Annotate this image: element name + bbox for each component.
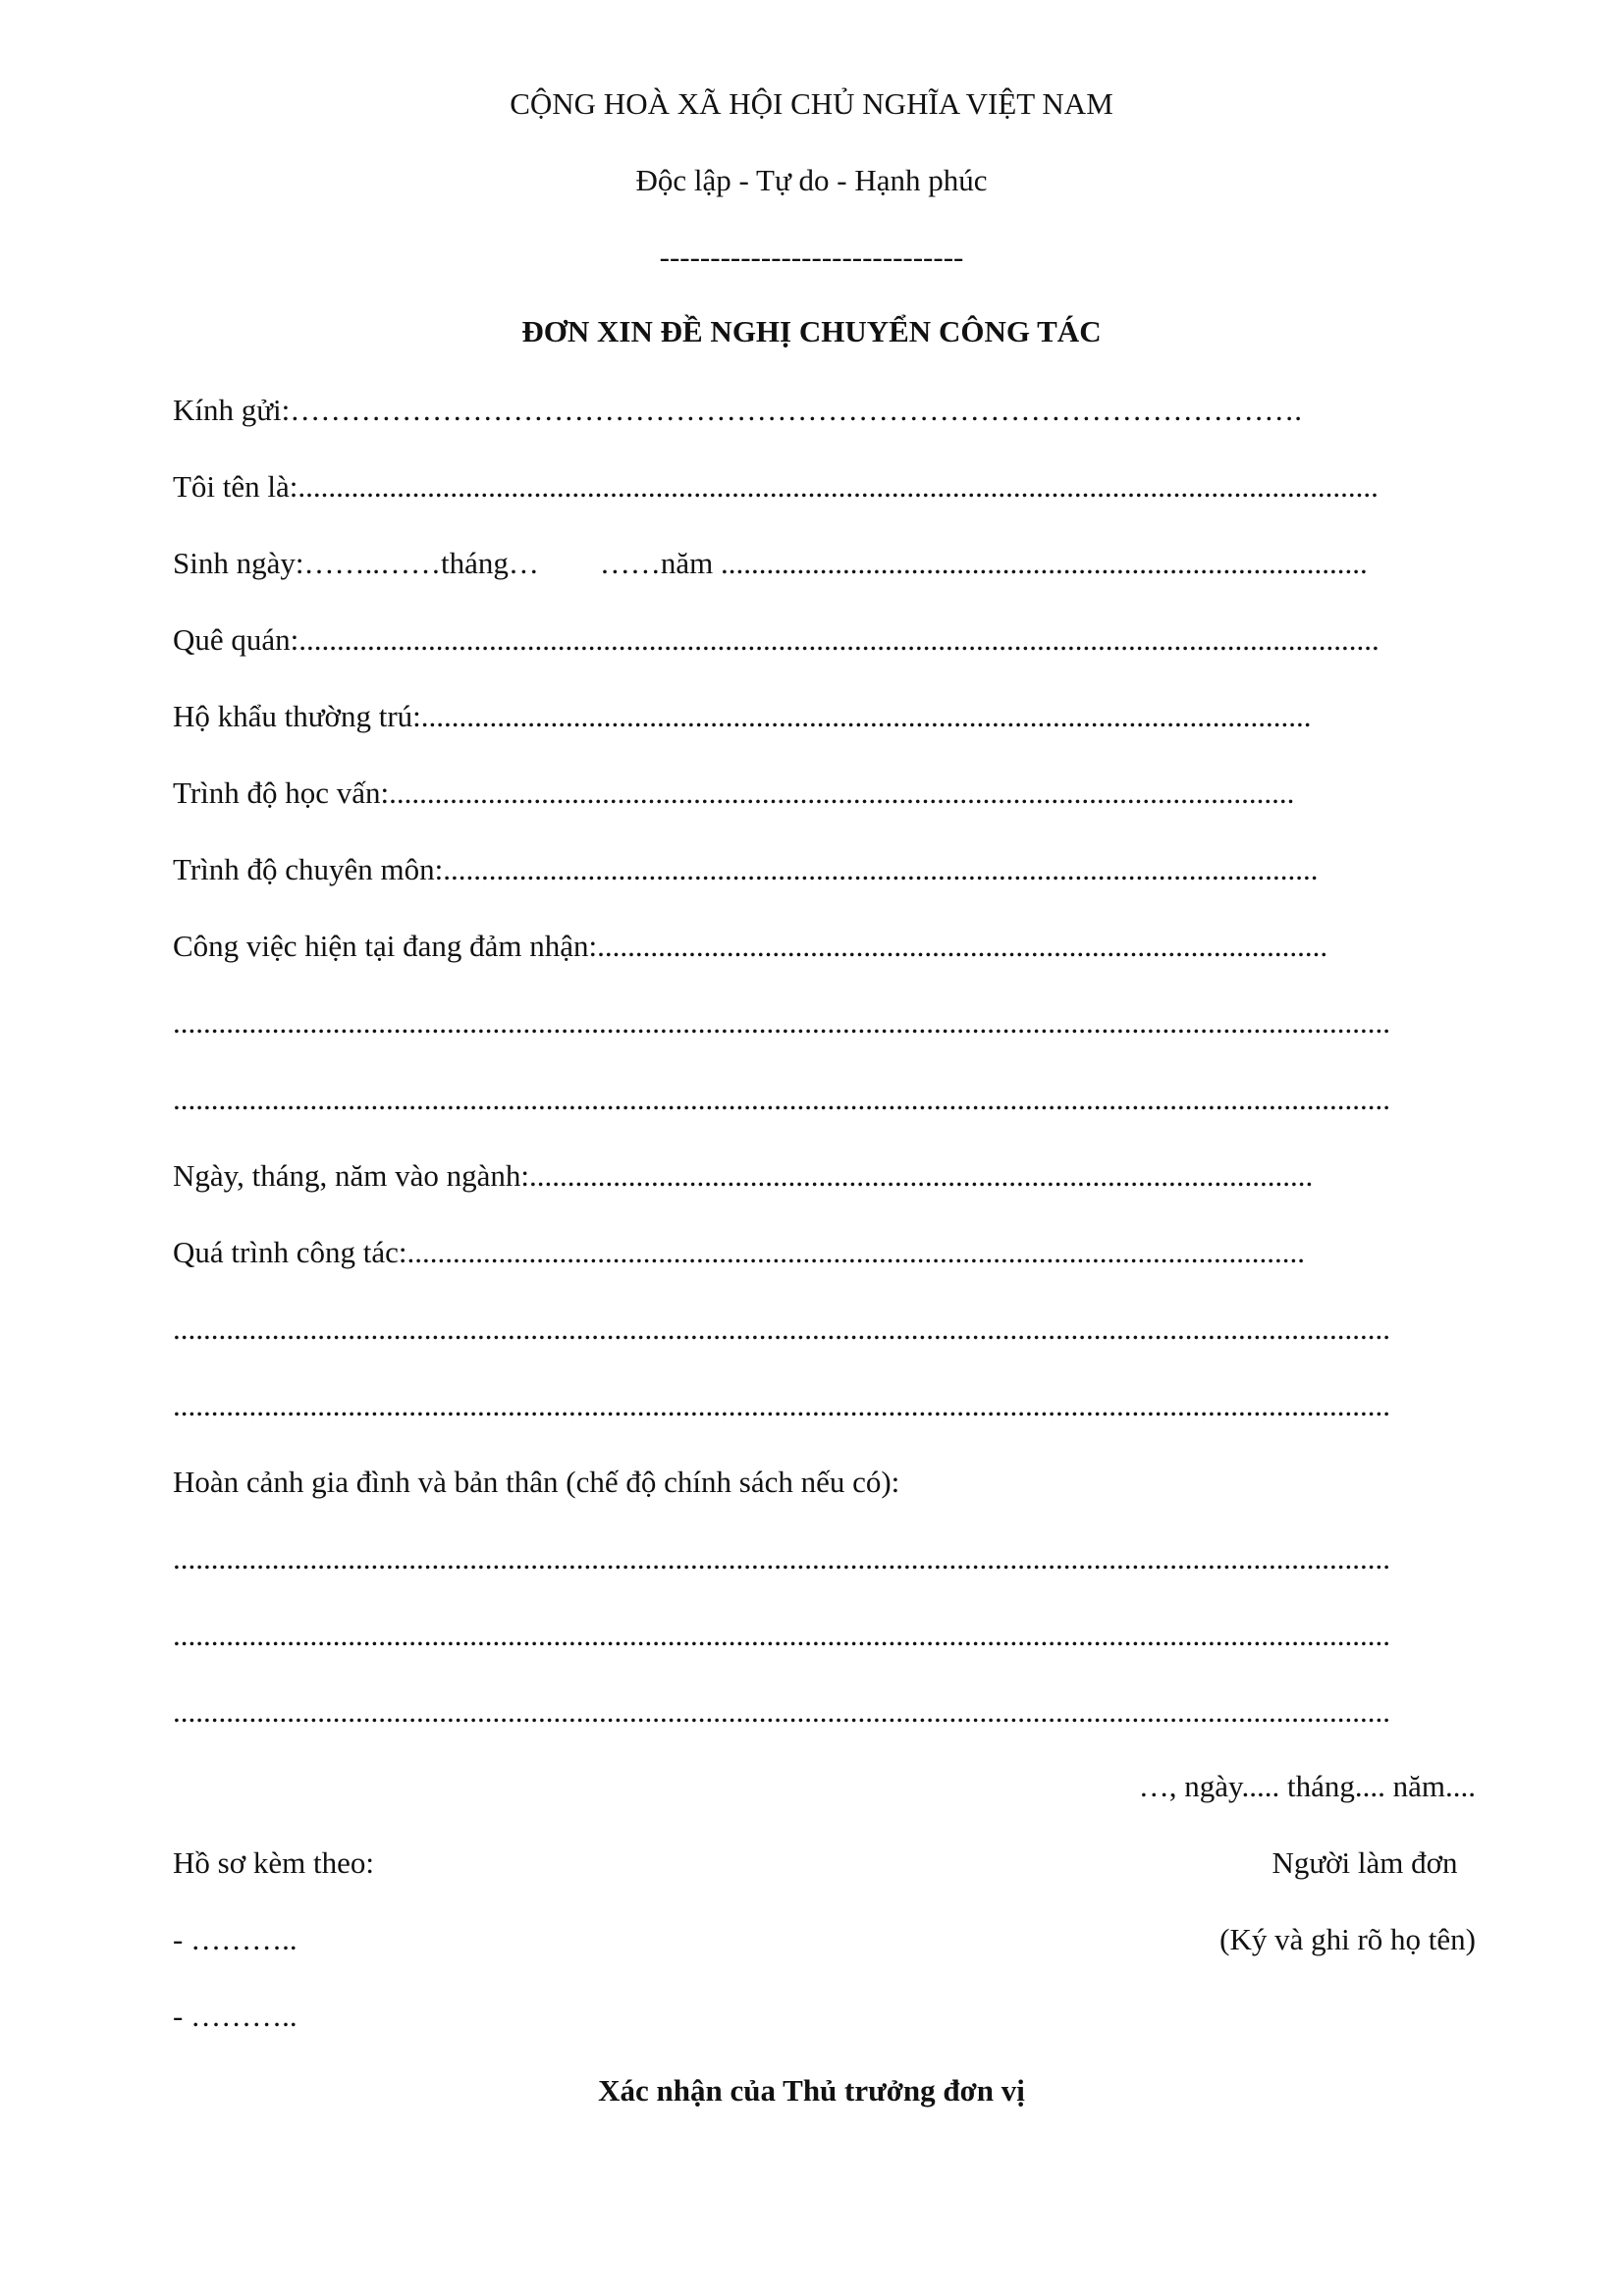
name-label: Tôi tên là: (173, 469, 298, 504)
attachment-item-1[interactable]: - ……….. (173, 1922, 298, 1956)
work-history-blank-3[interactable]: ................................................................................................................................................................ (173, 1388, 1390, 1422)
current-job-label: Công việc hiện tại đang đảm nhận: (173, 929, 598, 963)
current-job-line-3[interactable] (173, 1080, 1476, 1119)
confirmation-heading: Xác nhận của Thủ trưởng đơn vị (598, 2073, 1025, 2108)
work-history-blank-2[interactable]: ................................................................................................................................................................ (173, 1311, 1390, 1346)
current-job-blank-3[interactable]: ................................................................................................................................................................ (173, 1082, 1390, 1116)
work-history-blank[interactable]: ...................................................................................................................... (406, 1235, 1305, 1269)
name-blank[interactable]: .............................................................................................................................................. (298, 469, 1379, 504)
current-job-line-2[interactable] (173, 1003, 1476, 1042)
family-line-3[interactable] (173, 1692, 1476, 1732)
birth-label: Sinh ngày:……..……tháng… ……năm (173, 546, 721, 580)
family-line-2[interactable] (173, 1616, 1476, 1655)
work-history-label: Quá trình công tác: (173, 1235, 407, 1269)
start-date-label: Ngày, tháng, năm vào ngành: (173, 1158, 530, 1193)
recipient-field[interactable] (173, 391, 1476, 430)
recipient-label: Kính gửi: (173, 393, 291, 427)
hometown-field[interactable] (173, 620, 1476, 660)
family-blank-3[interactable]: ................................................................................................................................................................ (173, 1694, 1390, 1729)
name-field[interactable] (173, 467, 1476, 507)
signer-title: Người làm đơn (1271, 1845, 1458, 1880)
family-blank-2[interactable]: ................................................................................................................................................................ (173, 1618, 1390, 1652)
attachment-item-2[interactable]: - ……….. (173, 1999, 298, 2033)
start-date-blank[interactable]: ....................................................................................................... (529, 1158, 1314, 1193)
family-label: Hoàn cảnh gia đình và bản thân (chế độ chính sách nếu có): (173, 1465, 900, 1499)
work-history-field[interactable] (173, 1233, 1476, 1272)
work-history-line-3[interactable] (173, 1386, 1476, 1425)
hometown-blank[interactable]: .............................................................................................................................................. (298, 622, 1380, 657)
country-heading: CỘNG HOÀ XÃ HỘI CHỦ NGHĨA VIỆT NAM (510, 86, 1113, 121)
heading-separator: ------------------------------ (659, 240, 964, 274)
specialty-label: Trình độ chuyên môn: (173, 852, 444, 886)
signer-note: (Ký và ghi rõ họ tên) (1219, 1922, 1476, 1956)
residence-blank[interactable]: ..................................................................................................................... (420, 699, 1312, 733)
work-history-line-2[interactable] (173, 1309, 1476, 1349)
family-line-1[interactable] (173, 1539, 1476, 1578)
specialty-field[interactable] (173, 850, 1476, 889)
hometown-label: Quê quán: (173, 622, 299, 657)
motto: Độc lập - Tự do - Hạnh phúc (635, 163, 988, 197)
attachments-label: Hồ sơ kèm theo: (173, 1845, 374, 1880)
education-blank[interactable]: ....................................................................................................................... (389, 775, 1295, 810)
date-line[interactable]: …, ngày..... tháng.... năm.... (1138, 1769, 1476, 1803)
current-job-blank-2[interactable]: ................................................................................................................................................................ (173, 1005, 1390, 1040)
specialty-blank[interactable]: ................................................................................................................... (443, 852, 1319, 886)
document-title: ĐƠN XIN ĐỀ NGHỊ CHUYỂN CÔNG TÁC (521, 314, 1102, 348)
birth-field[interactable] (173, 544, 1476, 583)
recipient-blank[interactable]: ………………………………………………………………………………………. (290, 393, 1303, 427)
education-label: Trình độ học vấn: (173, 775, 390, 810)
family-blank-1[interactable]: ................................................................................................................................................................ (173, 1541, 1390, 1575)
birth-blank[interactable]: ..................................................................................... (720, 546, 1368, 580)
residence-label: Hộ khẩu thường trú: (173, 699, 421, 733)
start-date-field[interactable] (173, 1156, 1476, 1196)
current-job-field[interactable] (173, 927, 1476, 966)
education-field[interactable] (173, 774, 1476, 813)
residence-field[interactable] (173, 697, 1476, 736)
current-job-blank[interactable]: ................................................................................................ (597, 929, 1328, 963)
